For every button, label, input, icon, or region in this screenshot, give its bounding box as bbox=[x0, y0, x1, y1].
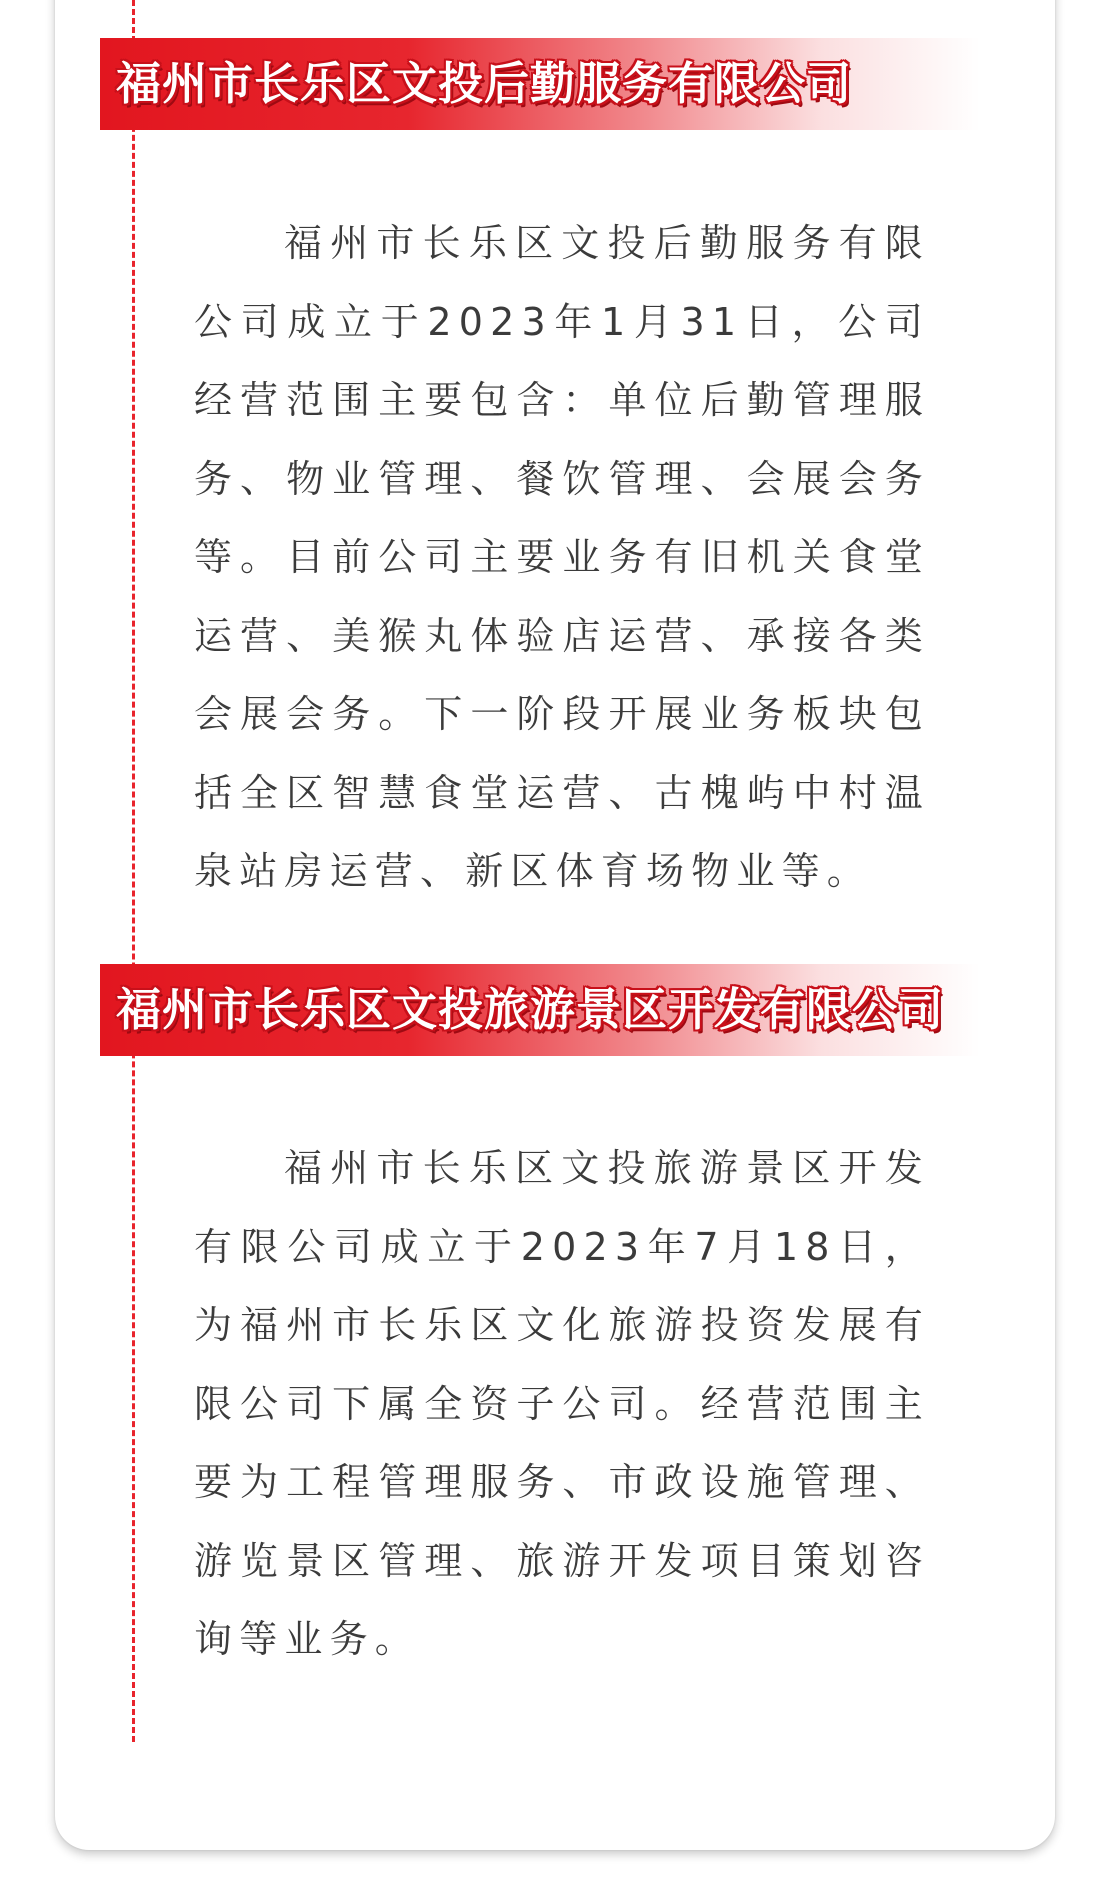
section-1-title: 福州市长乐区文投后勤服务有限公司 bbox=[116, 57, 853, 110]
timeline-dashed-line bbox=[132, 0, 135, 1742]
section-2-title: 福州市长乐区文投旅游景区开发有限公司 bbox=[116, 983, 945, 1036]
section-1-title-banner bbox=[100, 38, 980, 130]
section-2-title-banner bbox=[100, 964, 980, 1056]
section-2-body: 福州市长乐区文投旅游景区开发有限公司成立于2023年7月18日，为福州市长乐区文化旅游投资发展有限公司下属全资子公司。经营范围主要为工程管理服务、市政设施管理、游览景区管理、旅游开发项目策划咨询等业务。 bbox=[194, 1146, 930, 1661]
section-1-body: 福州市长乐区文投后勤服务有限公司成立于2023年1月31日，公司经营范围主要包含：单位后勤管理服务、物业管理、餐饮管理、会展会务等。目前公司主要业务有旧机关食堂运营、美猴丸体验店运营、承接各类会展会务。下一阶段开展业务板块包括全区智慧食堂运营、古槐屿中村温泉站房运营、新区体育场物业等。 bbox=[194, 221, 930, 893]
